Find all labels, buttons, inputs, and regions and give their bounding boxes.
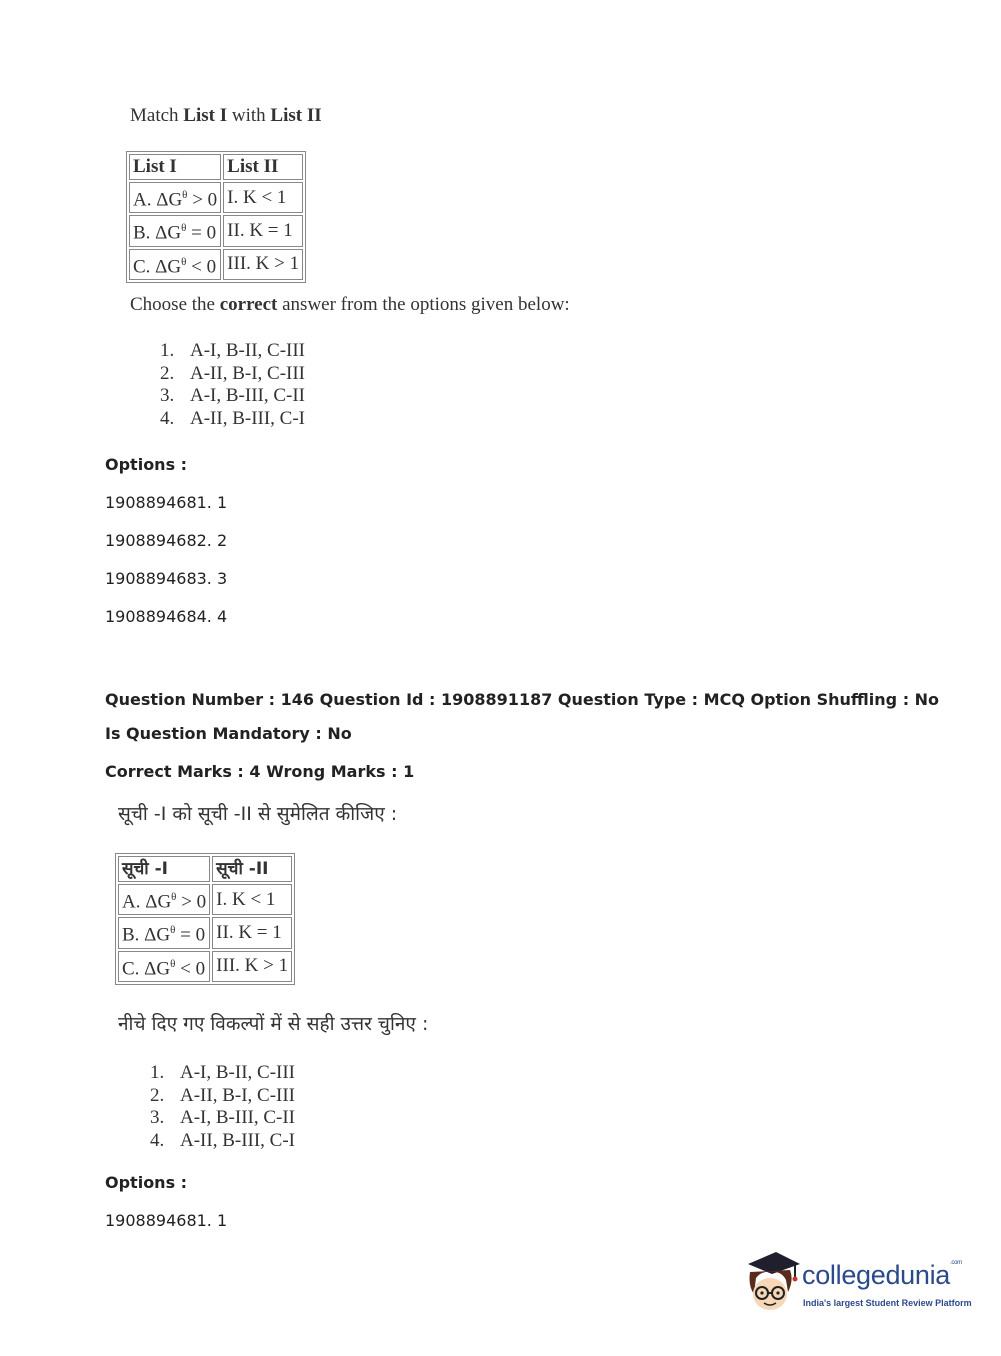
table-cell: I. K < 1	[212, 884, 292, 915]
options-label: Options :	[105, 455, 188, 474]
option-item: 1908894684. 4	[105, 607, 228, 626]
table-cell: A. $\Delta G^\theta > 0$	[129, 182, 221, 213]
student-mascot-icon	[742, 1250, 800, 1316]
choice-list	[160, 340, 305, 431]
list-item: 2. A-II, B-I, C-III	[160, 362, 306, 384]
table-header-row	[118, 856, 292, 882]
table-cell: III. K > 1	[212, 951, 292, 982]
question-mandatory: Is Question Mandatory : No	[105, 724, 352, 743]
table-cell: III. K > 1	[223, 249, 303, 280]
match-table	[126, 151, 306, 283]
question-meta: Question Number : 146 Question Id : 1908891187 Question Type : MCQ Option Shuffling : No	[105, 690, 940, 709]
table-cell: II. K = 1	[212, 917, 292, 948]
table-header-cell: List I	[129, 154, 221, 180]
list-item: 2. A-II, B-I, C-III	[150, 1084, 296, 1106]
table-cell: B. $\Delta G^\theta = 0$	[118, 917, 210, 948]
list-item: 1. A-I, B-II, C-III	[150, 1062, 296, 1083]
table-cell: C. $\Delta G^\theta < 0$	[129, 249, 221, 280]
logo-name: collegedunia$^{.com}$	[802, 1260, 962, 1290]
table-cell: B. $\Delta G^\theta = 0$	[129, 215, 221, 246]
hindi-match-heading: सूची -I को सूची -II से सुमेलित कीजिए :	[118, 803, 398, 825]
logo-tagline: India's largest Student Review Platform	[803, 1298, 972, 1308]
table-row	[118, 884, 292, 915]
table-cell: II. K = 1	[223, 215, 303, 246]
table-cell: C. $\Delta G^\theta < 0$	[118, 951, 210, 982]
collegedunia-logo	[742, 1250, 972, 1320]
hindi-choice-list	[150, 1062, 295, 1153]
question-marks: Correct Marks : 4 Wrong Marks : 1	[105, 762, 415, 781]
options-label: Options :	[105, 1173, 188, 1192]
table-header-cell: सूची -I	[118, 856, 210, 882]
list-item: 3. A-I, B-III, C-II	[150, 1107, 296, 1129]
logo-suffix: .com	[950, 1260, 962, 1266]
table-header-cell: List II	[223, 154, 303, 180]
option-item: 1908894681. 1	[105, 493, 228, 512]
table-row	[129, 249, 303, 280]
hindi-match-table	[115, 853, 295, 985]
hindi-choose-instruction: नीचे दिए गए विकल्पों में से सही उत्तर चुनिए :	[118, 1013, 429, 1035]
table-row	[118, 917, 292, 948]
table-cell: A. $\Delta G^\theta > 0$	[118, 884, 210, 915]
option-item: 1908894681. 1	[105, 1211, 228, 1230]
table-header-cell: सूची -II	[212, 856, 292, 882]
list-item: 4. A-II, B-III, C-I	[150, 1130, 296, 1152]
table-cell: I. K < 1	[223, 182, 303, 213]
table-row	[129, 215, 303, 246]
list-item: 4. A-II, B-III, C-I	[160, 408, 306, 430]
list-item: 3. A-I, B-III, C-II	[160, 385, 306, 407]
choose-instruction: Choose the correct answer from the options given below:	[130, 294, 570, 315]
match-heading: Match List I with List II	[130, 105, 322, 126]
option-item: 1908894682. 2	[105, 531, 228, 550]
table-row	[118, 951, 292, 982]
table-header-row	[129, 154, 303, 180]
list-item: 1. A-I, B-II, C-III	[160, 340, 306, 361]
option-item: 1908894683. 3	[105, 569, 228, 588]
table-row	[129, 182, 303, 213]
